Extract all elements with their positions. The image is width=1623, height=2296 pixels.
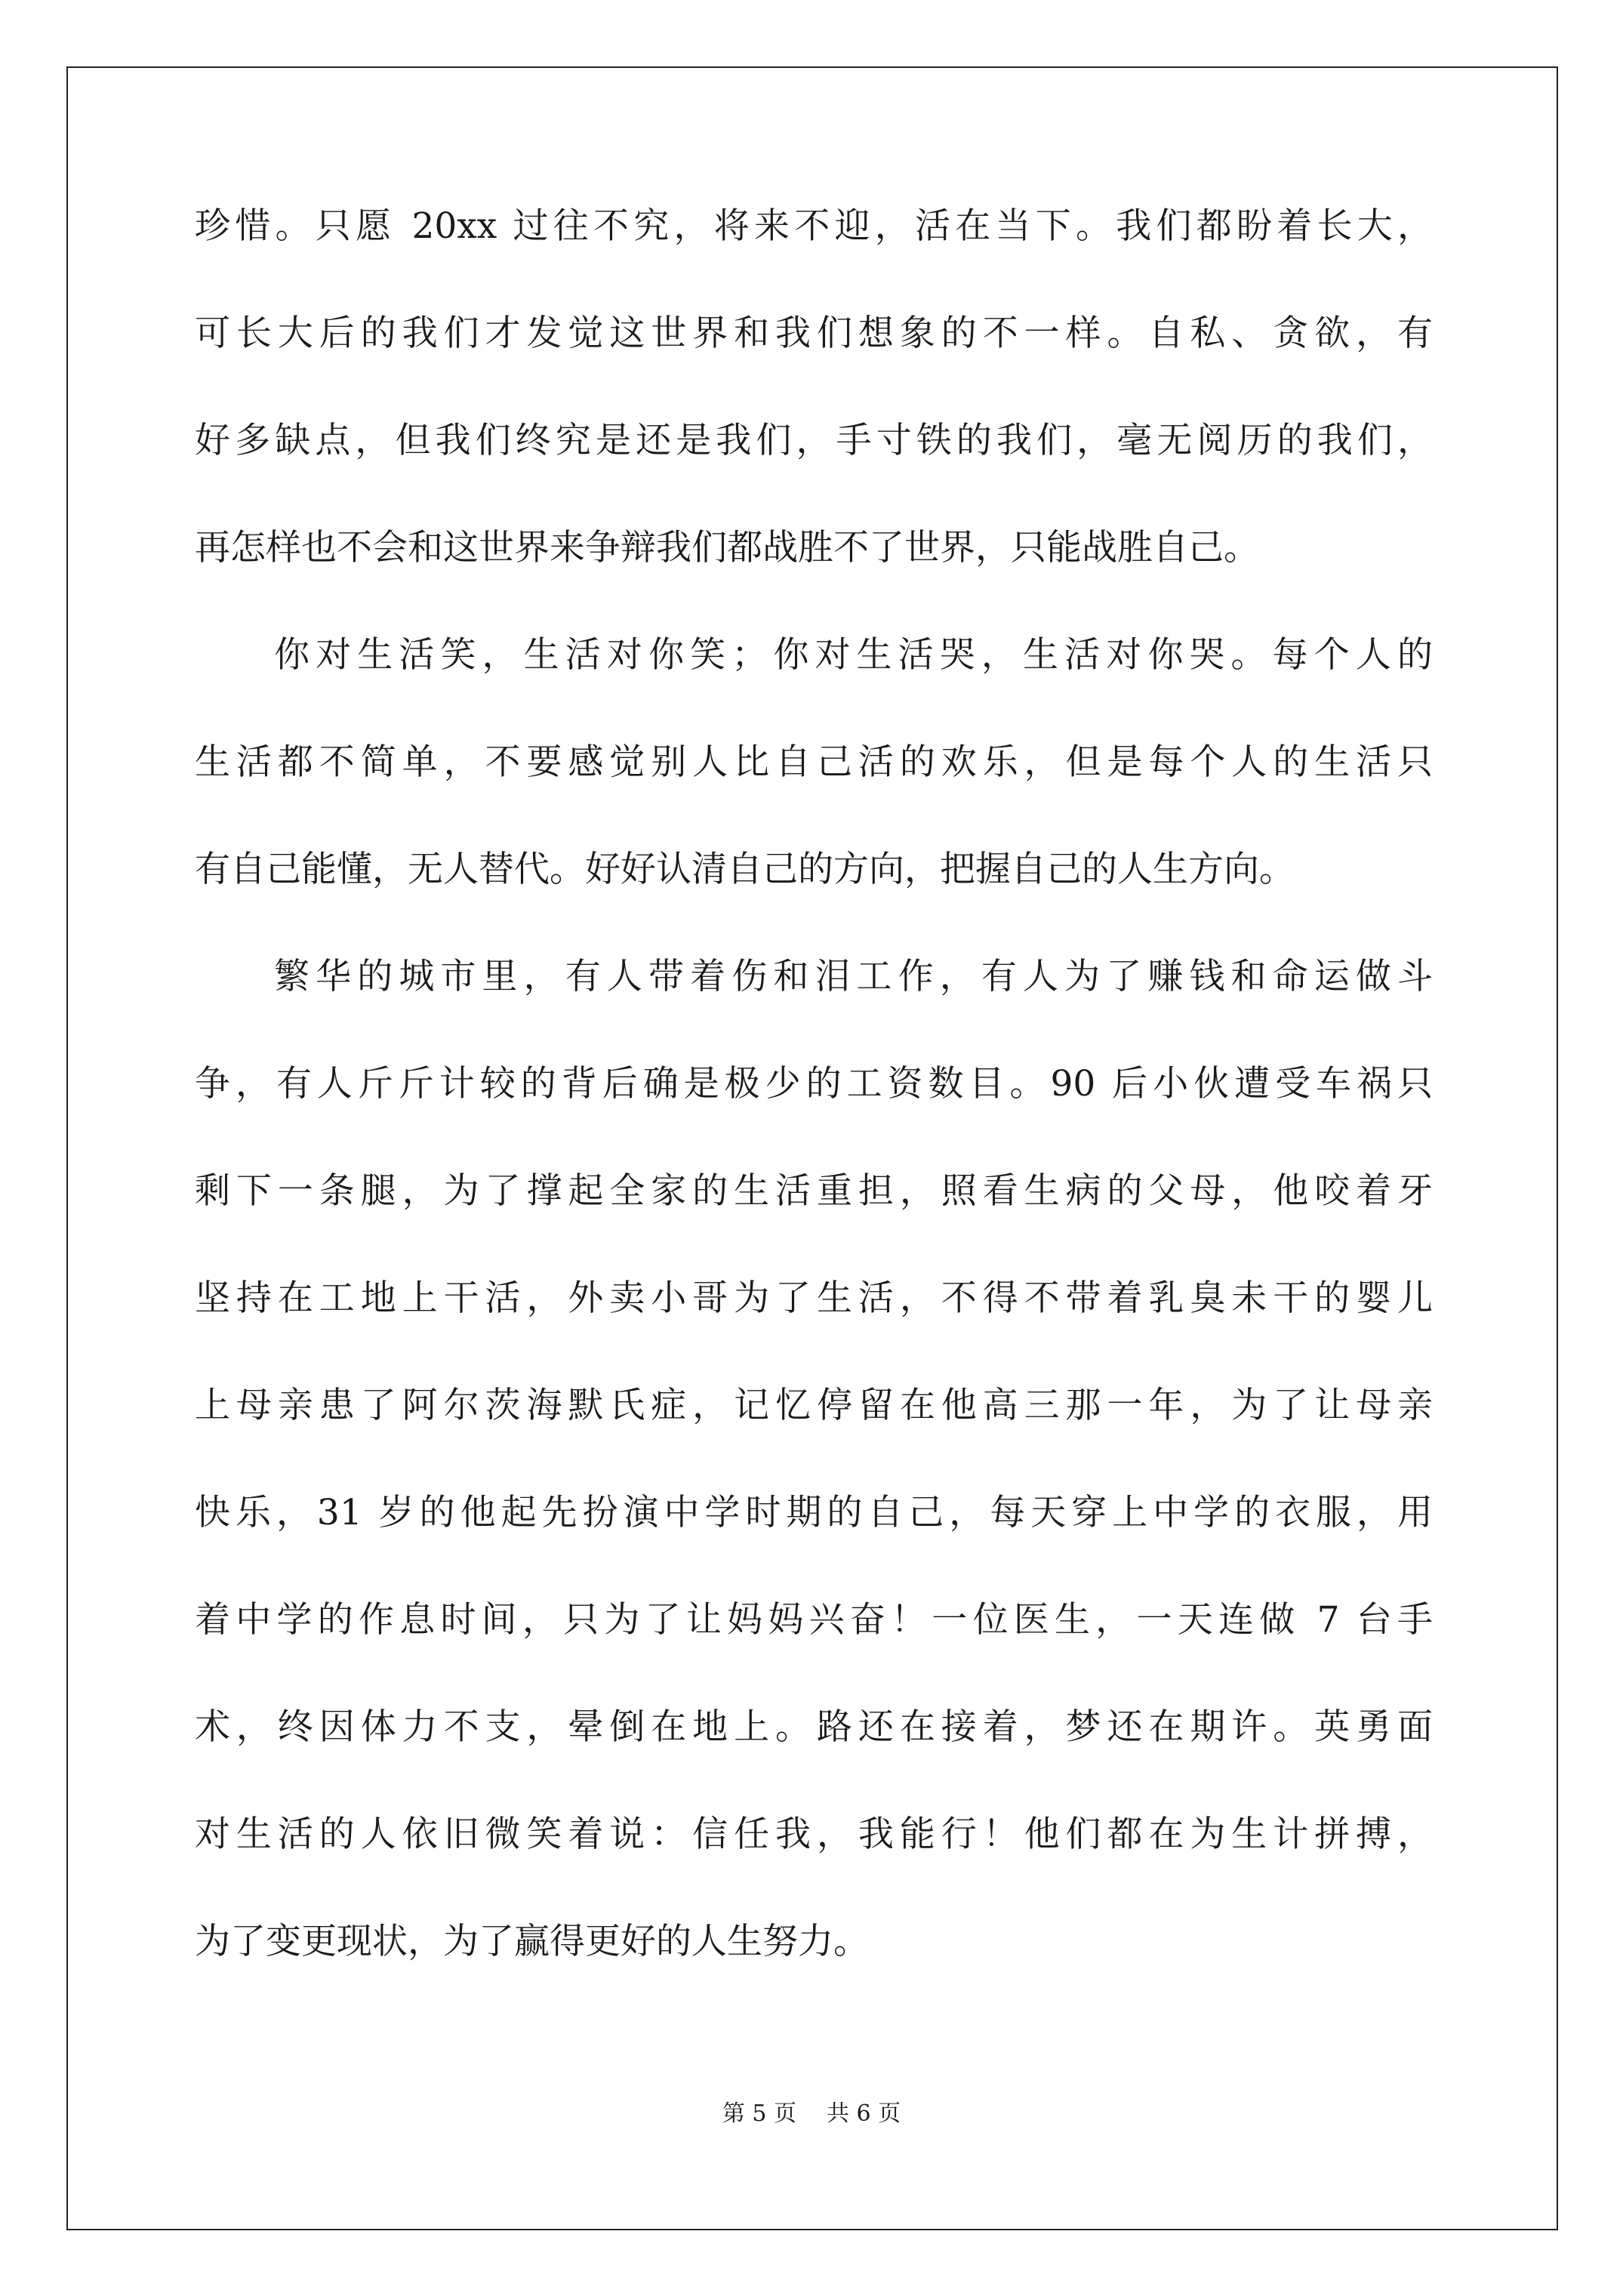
text-line: 珍惜。只愿 20xx 过往不究，将来不迎，活在当下。我们都盼着长大， (195, 205, 1433, 247)
text-line: 生活都不简单，不要感觉别人比自己活的欢乐，但是每个人的生活只 (195, 741, 1433, 783)
page-number-current: 第 5 页 (722, 2100, 796, 2127)
text-line: 坚持在工地上干活，外卖小哥为了生活，不得不带着乳臭未干的婴儿 (195, 1277, 1433, 1319)
text-line: 快乐，31 岁的他起先扮演中学时期的自己，每天穿上中学的衣服，用 (195, 1492, 1433, 1533)
text-line: 为了变更现状，为了赢得更好的人生努力。 (195, 1921, 869, 1962)
text-line: 争，有人斤斤计较的背后确是极少的工资数目。90 后小伙遭受车祸只 (195, 1063, 1433, 1105)
text-line: 对生活的人依旧微笑着说：信任我，我能行！他们都在为生计拼搏， (195, 1814, 1433, 1855)
paragraph-first-line: 繁华的城市里，有人带着伤和泪工作，有人为了赚钱和命运做斗 (274, 956, 1433, 997)
page-number-total: 共 6 页 (827, 2100, 901, 2127)
text-line: 剩下一条腿，为了撑起全家的生活重担，照看生病的父母，他咬着牙 (195, 1170, 1433, 1212)
text-line: 上母亲患了阿尔茨海默氏症，记忆停留在他高三那一年，为了让母亲 (195, 1385, 1433, 1426)
text-line: 好多缺点，但我们终究是还是我们，手寸铁的我们，毫无阅历的我们， (195, 420, 1433, 461)
text-line: 术，终因体力不支，晕倒在地上。路还在接着，梦还在期许。英勇面 (195, 1706, 1433, 1748)
text-line: 可长大后的我们才发觉这世界和我们想象的不一样。自私、贪欲，有 (195, 313, 1433, 354)
page-footer (0, 2099, 1623, 2129)
document-body (195, 204, 1433, 2026)
text-line: 有自己能懂，无人替代。好好认清自己的方向，把握自己的人生方向。 (195, 849, 1295, 890)
paragraph-first-line: 你对生活笑，生活对你笑；你对生活哭，生活对你哭。每个人的 (274, 634, 1433, 676)
text-line: 再怎样也不会和这世界来争辩我们都战胜不了世界，只能战胜自己。 (195, 527, 1259, 569)
text-line: 着中学的作息时间，只为了让妈妈兴奋！一位医生，一天连做 7 台手 (195, 1599, 1433, 1641)
